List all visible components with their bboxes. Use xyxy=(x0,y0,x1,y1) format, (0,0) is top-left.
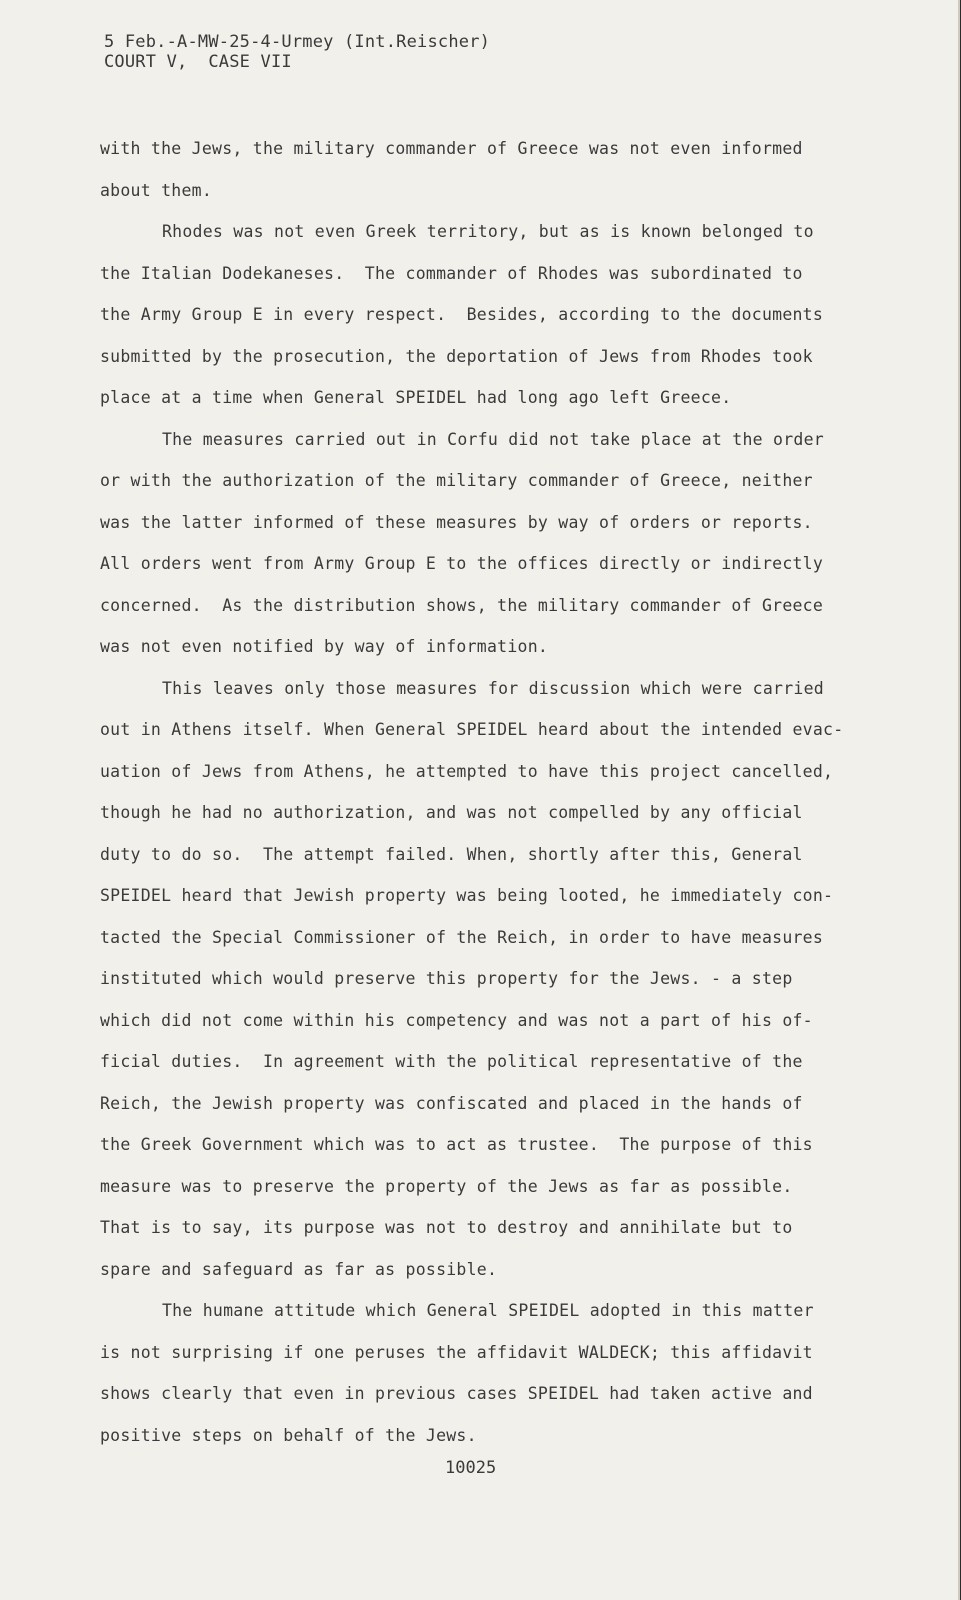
text-line: though he had no authorization, and was not compelled by any official xyxy=(100,803,803,822)
text-line: about them. xyxy=(100,180,213,200)
text-line: shows clearly that even in previous cases SPEIDEL had taken active and xyxy=(100,1384,813,1403)
document-body xyxy=(100,128,844,1456)
text-line: All orders went from Army Group E to the offices directly or indirectly xyxy=(100,554,824,573)
text-line: ficial duties. In agreement with the political representative of the xyxy=(100,1052,803,1071)
text-line: The humane attitude which General SPEIDEL adopted in this matter xyxy=(162,1301,814,1320)
text-line: was not even notified by way of information. xyxy=(100,637,549,656)
text-line: the Army Group E in every respect. Besides, according to the documents xyxy=(100,305,824,324)
document-header xyxy=(104,32,490,72)
text-line: positive steps on behalf of the Jews. xyxy=(100,1425,477,1445)
text-line: SPEIDEL heard that Jewish property was being looted, he immediately con- xyxy=(100,886,834,905)
text-line: The measures carried out in Corfu did not take place at the order xyxy=(162,429,824,449)
text-line: concerned. As the distribution shows, the military commander of Greece xyxy=(100,595,824,615)
text-line: spare and safeguard as far as possible. xyxy=(100,1259,498,1279)
text-line: tacted the Special Commissioner of the Reich, in order to have measures xyxy=(100,927,824,947)
text-line: place at a time when General SPEIDEL had long ago left Greece. xyxy=(100,388,732,407)
text-line: instituted which would preserve this property for the Jews. - a step xyxy=(100,969,793,988)
text-line: That is to say, its purpose was not to destroy and annihilate but to xyxy=(100,1218,793,1237)
text-line: duty to do so. The attempt failed. When, shortly after this, General xyxy=(100,844,803,864)
text-line: with the Jews, the military commander of Greece was not even informed xyxy=(100,139,803,158)
text-line: out in Athens itself. When General SPEIDEL heard about the intended evac- xyxy=(100,720,844,739)
text-line: Reich, the Jewish property was confiscated and placed in the hands of xyxy=(100,1093,803,1113)
text-line: the Greek Government which was to act as trustee. The purpose of this xyxy=(100,1135,813,1154)
page-edge xyxy=(958,0,960,1600)
header-line-1: 5 Feb.-A-MW-25-4-Urmey (Int.Reischer) xyxy=(104,32,491,52)
header-line-2: COURT V, CASE VII xyxy=(104,52,292,72)
text-line: the Italian Dodekaneses. The commander of Rhodes was subordinated to xyxy=(100,263,803,283)
text-line: measure was to preserve the property of the Jews as far as possible. xyxy=(100,1176,793,1196)
page-number: 10025 xyxy=(445,1458,497,1478)
text-line: Rhodes was not even Greek territory, but as is known belonged to xyxy=(162,222,814,241)
text-line: was the latter informed of these measures by way of orders or reports. xyxy=(100,512,813,532)
text-line: or with the authorization of the military commander of Greece, neither xyxy=(100,471,813,490)
text-line: which did not come within his competency and was not a part of his of- xyxy=(100,1010,813,1030)
text-line: submitted by the prosecution, the deportation of Jews from Rhodes took xyxy=(100,346,813,366)
text-line: uation of Jews from Athens, he attempted to have this project cancelled, xyxy=(100,761,834,781)
text-line: is not surprising if one peruses the affidavit WALDECK; this affidavit xyxy=(100,1342,813,1362)
text-line: This leaves only those measures for discussion which were carried xyxy=(162,678,824,698)
